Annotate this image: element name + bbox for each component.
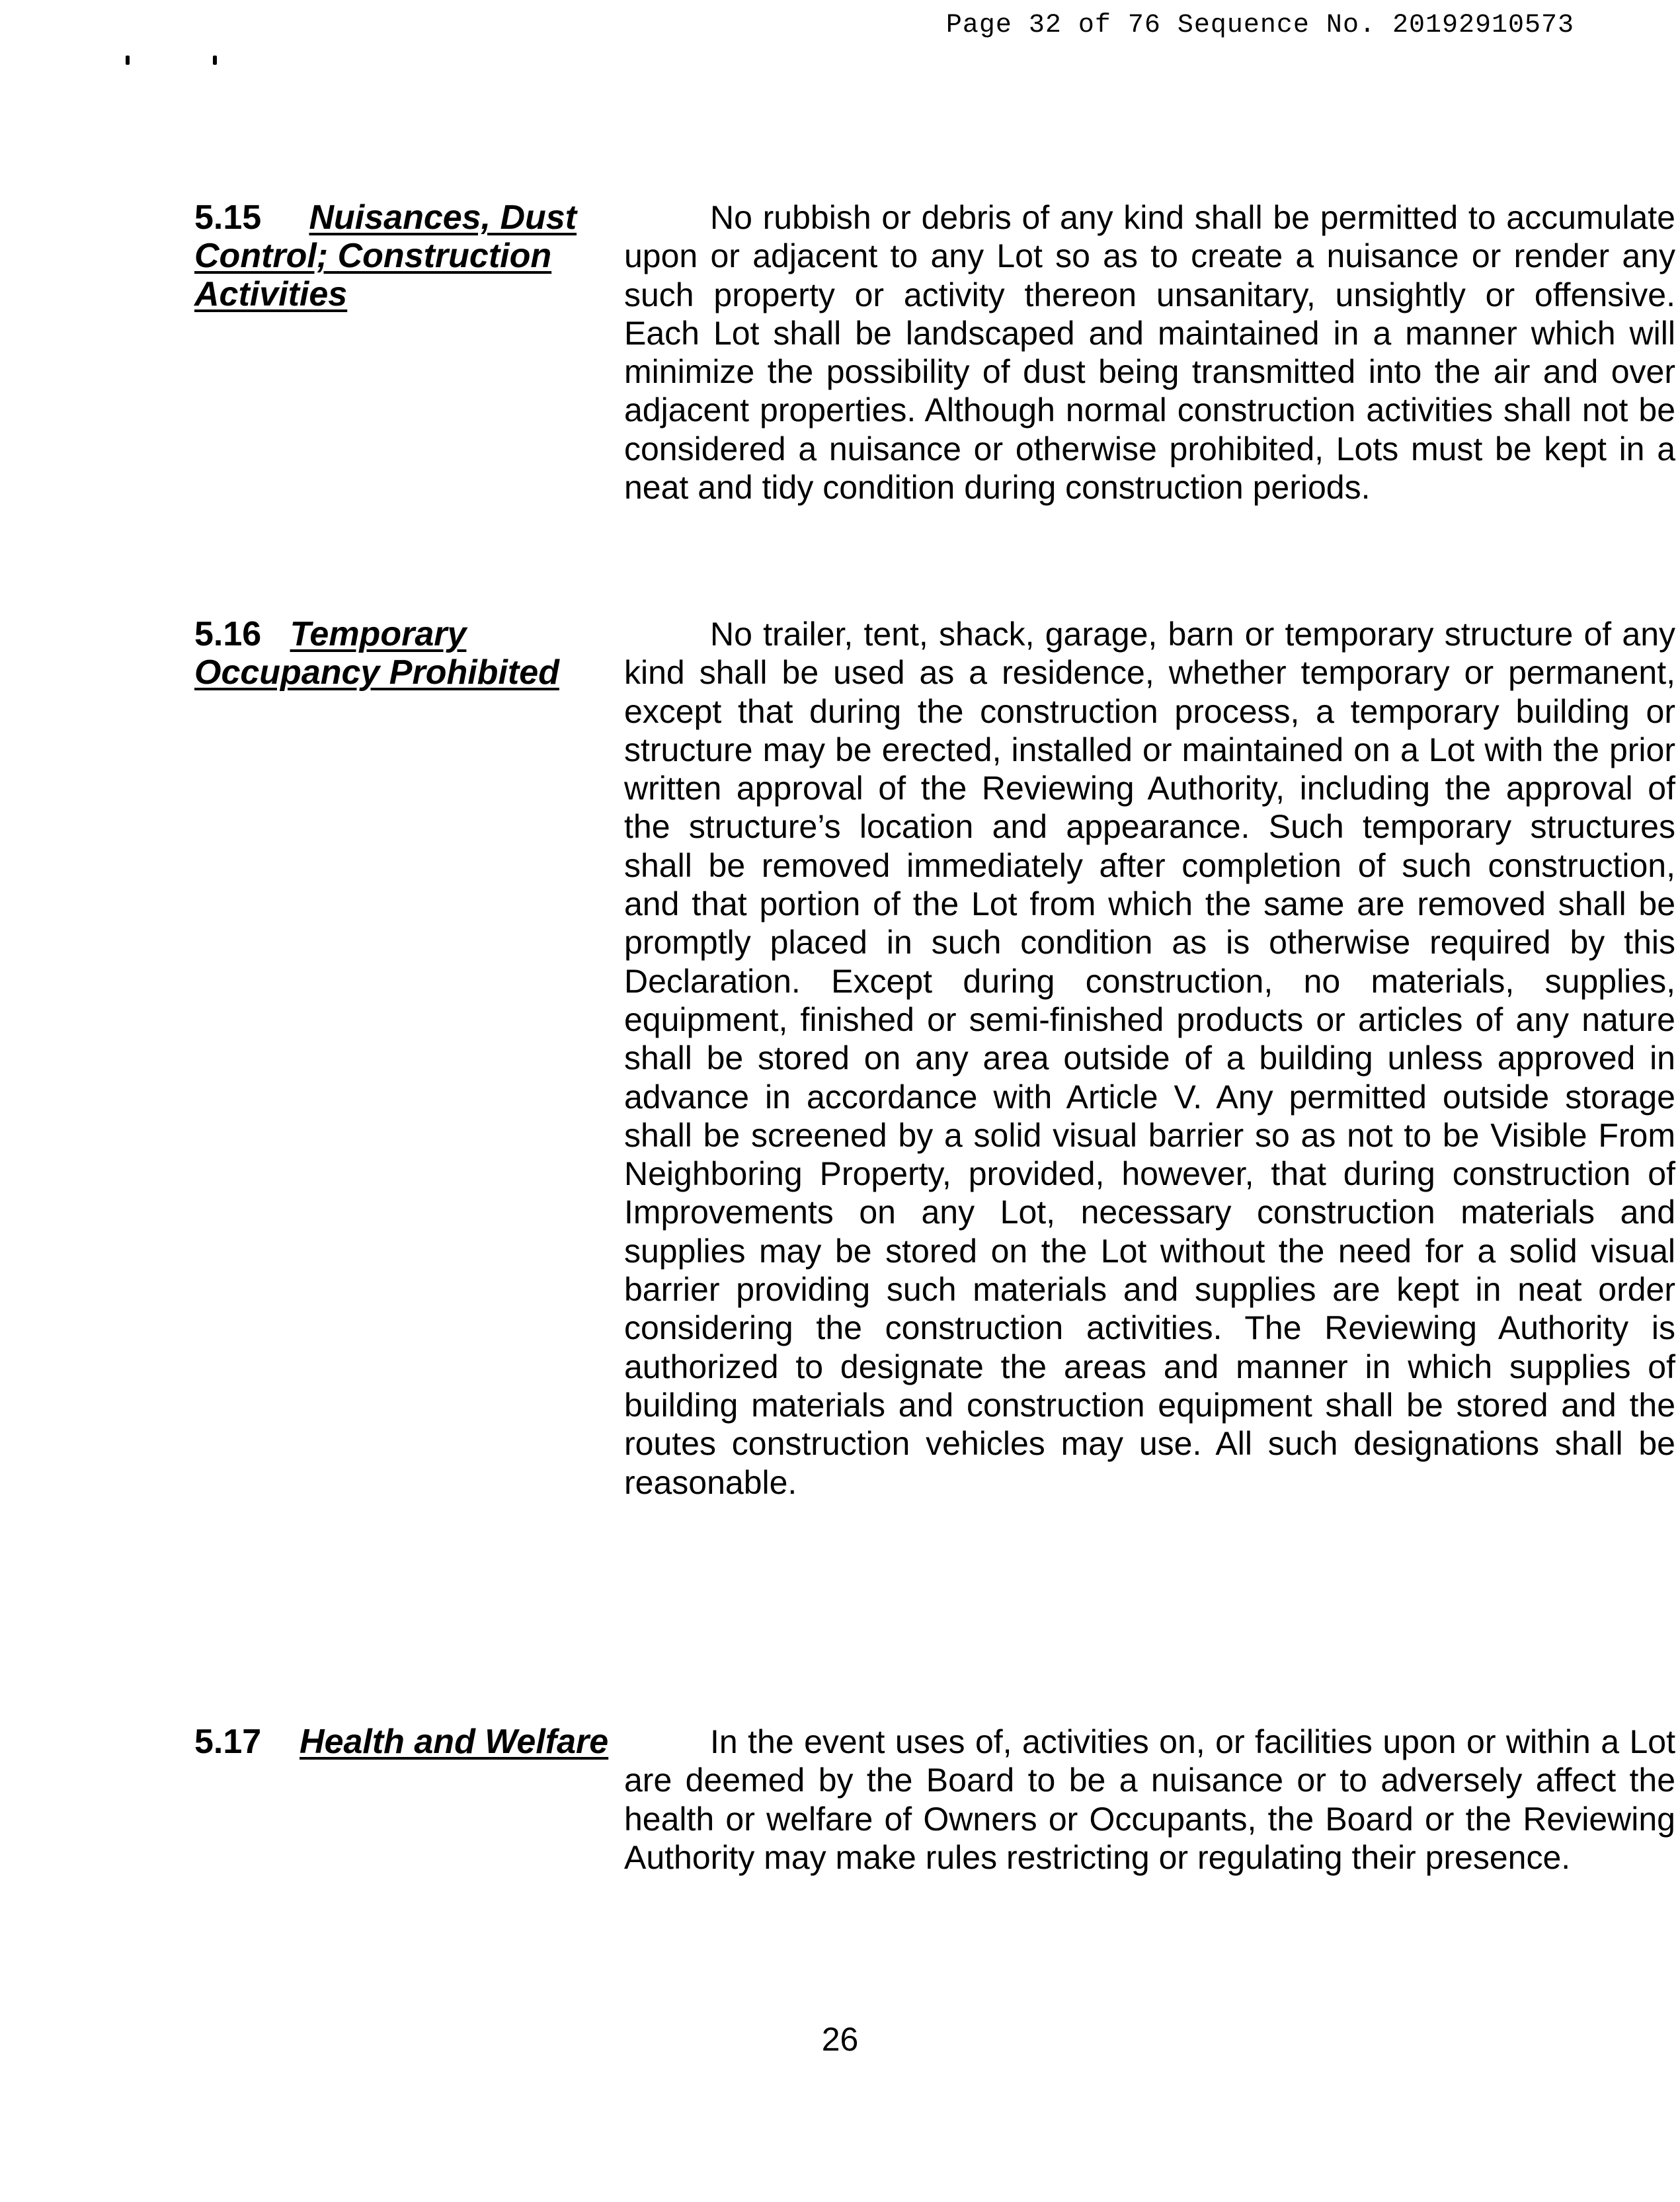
scan-mark (126, 56, 130, 65)
section-heading (194, 615, 565, 692)
section-title: Health and Welfare (300, 1723, 609, 1761)
section-body: No trailer, tent, shack, garage, barn or temporary structure of any kind shall be used as a residence, whether temporary or permanent, except that during the construction process, a temporary building or structure may be erected, installed or maintained on a Lot with the prior written approval of the Reviewing Authority, including the approval of the structure’s location and appearance. Such temporary structures shall be removed immediately after completion of such construction, and that portion of the Lot from which the same are removed shall be promptly placed in such condition as is otherwise required by this Declaration. Except during construction, no materials, supplies, equipment, finished or semi-finished products or articles of any nature shall be stored on any area outside of a building unless approved in advance in accordance with Article V. Any permitted outside storage shall be screened by a solid visual barrier so as not to be Visible From Neighboring Property, provided, however, that during construction of Improvements on any Lot, necessary construction materials and supplies may be stored on the Lot without the need for a solid visual barrier providing such materials and supplies are kept in neat order considering the construction activities. The Reviewing Authority is authorized to designate the areas and manner in which supplies of building materials and construction equipment shall be stored and the routes construction vehicles may use. All such designations shall be reasonable. (624, 616, 1675, 1501)
section-heading (194, 198, 591, 313)
scan-mark (213, 56, 217, 65)
section-number: 5.17 (194, 1723, 262, 1761)
page-number: 26 (821, 2021, 859, 2058)
section-number: 5.15 (194, 198, 262, 237)
section-heading (194, 1723, 618, 1761)
section-number: 5.16 (194, 615, 262, 653)
page-header: Page 32 of 76 Sequence No. 20192910573 (945, 11, 1574, 40)
section-title: Nuisances, Dust Control; Construction Activities (194, 198, 577, 313)
section-body: No rubbish or debris of any kind shall be permitted to accumulate upon or adjacent to any Lot so as to create a nuisance or render any such property or activity thereon unsanitary, unsightly or offensive. Each Lot shall be landscaped and maintained in a manner which will minimize the possibility of dust being transmitted into the air and over adjacent properties. Although normal construction activities shall not be considered a nuisance or otherwise prohibited, Lots must be kept in a neat and tidy condition during construction periods. (624, 199, 1675, 507)
section-body: In the event uses of, activities on, or facilities upon or within a Lot are deemed by the Board to be a nuisance or to adversely affect the health or welfare of Owners or Occupants, the Board or the Reviewing Authority may make rules restricting or regulating their presence. (624, 1723, 1675, 1876)
section-title: Temporary Occupancy Prohibited (194, 615, 559, 692)
